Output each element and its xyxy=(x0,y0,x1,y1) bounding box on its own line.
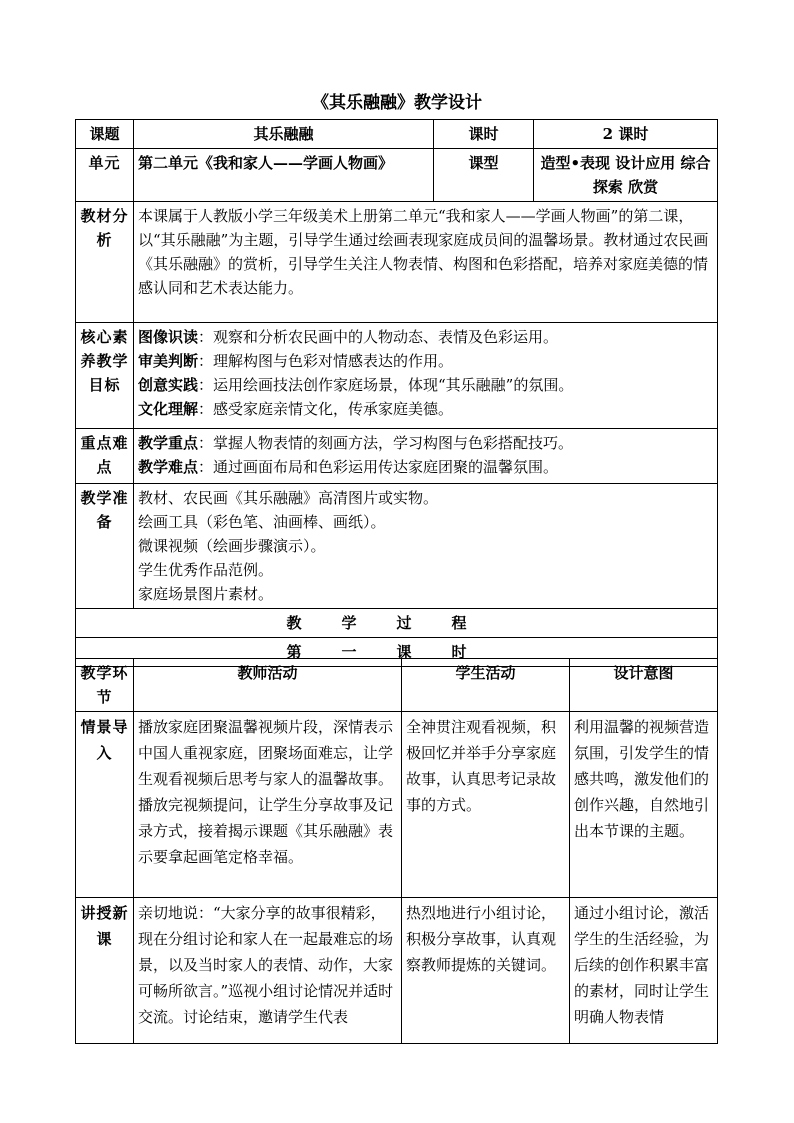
header-student: 学生活动 xyxy=(402,659,570,712)
hours-label: 课时 xyxy=(434,120,534,149)
header-teacher: 教师活动 xyxy=(134,659,402,712)
key-points-list xyxy=(134,429,718,484)
table-row xyxy=(76,712,718,898)
key-point-item: 教学难点：通过画面布局和色彩运用传达家庭团聚的温馨氛围。 xyxy=(138,458,559,476)
prep-item: 微课视频（绘画步骤演示）。 xyxy=(138,537,326,555)
prep-label: 教学准备 xyxy=(76,484,134,609)
process-table xyxy=(75,658,718,1044)
teacher-cell: 亲切地说：“大家分享的故事很精彩，现在分组讨论和家人在一起最难忘的场景，以及当时家人的表情、动作，大家可畅所欲言。”巡视小组讨论情况并适时交流。讨论结束，邀请学生代表 xyxy=(134,898,402,1044)
lesson-value: 其乐融融 xyxy=(134,120,434,149)
goal-item: 创意实践：运用绘画技法创作家庭场景，体现“其乐融融”的氛围。 xyxy=(138,376,574,394)
type-value: 造型•表现 设计应用 综合探索 欣赏 xyxy=(534,149,718,202)
student-cell: 全神贯注观看视频，积极回忆并举手分享家庭故事，认真思考记录故事的方式。 xyxy=(402,712,570,898)
prep-item: 家庭场景图片素材。 xyxy=(138,585,274,603)
teacher-cell: 播放家庭团聚温馨视频片段，深情表示中国人重视家庭，团聚场面难忘，让学生观看视频后思考与家人的温馨故事。播放完视频提问，让学生分享故事及记录方式，接着揭示课题《其乐融融》表示要拿起画笔定格幸福。 xyxy=(134,712,402,898)
goal-item: 文化理解：感受家庭亲情文化，传承家庭美德。 xyxy=(138,400,454,418)
unit-value: 第二单元《我和家人——学画人物画》 xyxy=(134,149,434,202)
key-points-label: 重点难点 xyxy=(76,429,134,484)
overview-table xyxy=(75,119,718,667)
analysis-label: 教材分析 xyxy=(76,202,134,323)
hours-value: 2 课时 xyxy=(534,120,718,149)
intent-cell: 通过小组讨论，激活学生的生活经验，为后续的创作积累丰富的素材，同时让学生明确人物表情 xyxy=(570,898,718,1044)
prep-list xyxy=(134,484,718,609)
key-point-item: 教学重点：掌握人物表情的刻画方法，学习构图与色彩搭配技巧。 xyxy=(138,434,574,452)
student-cell: 热烈地进行小组讨论，积极分享故事，认真观察教师提炼的关键词。 xyxy=(402,898,570,1044)
stage-cell: 情景导入 xyxy=(76,712,134,898)
prep-item: 绘画工具（彩色笔、油画棒、画纸）。 xyxy=(138,513,386,531)
goal-item: 图像识读：观察和分析农民画中的人物动态、表情及色彩运用。 xyxy=(138,328,559,346)
analysis-text: 本课属于人教版小学三年级美术上册第二单元“我和家人——学画人物画”的第二课，以“其乐融融”为主题，引导学生通过绘画表现家庭成员间的温馨场景。教材通过农民画《其乐融融》的赏析，引导学生关注人物表情、构图和色彩搭配，培养对家庭美德的情感认同和艺术表达能力。 xyxy=(134,202,718,323)
header-stage: 教学环节 xyxy=(76,659,134,712)
unit-label: 单元 xyxy=(76,149,134,202)
process-title: 教学过程 xyxy=(76,609,718,638)
stage-cell: 讲授新课 xyxy=(76,898,134,1044)
table-row xyxy=(76,898,718,1044)
intent-cell: 利用温馨的视频营造氛围，引发学生的情感共鸣，激发他们的创作兴趣，自然地引出本节课的主题。 xyxy=(570,712,718,898)
prep-item: 教材、农民画《其乐融融》高清图片或实物。 xyxy=(138,489,439,507)
lesson-label: 课题 xyxy=(76,120,134,149)
goal-item: 审美判断：理解构图与色彩对情感表达的作用。 xyxy=(138,352,454,370)
type-label: 课型 xyxy=(434,149,534,202)
session-title: 第一课时 xyxy=(76,638,718,667)
prep-item: 学生优秀作品范例。 xyxy=(138,561,274,579)
goals-list xyxy=(134,323,718,429)
goals-label: 核心素养教学目标 xyxy=(76,323,134,429)
document-title: 《其乐融融》教学设计 xyxy=(312,93,482,113)
header-intent: 设计意图 xyxy=(570,659,718,712)
